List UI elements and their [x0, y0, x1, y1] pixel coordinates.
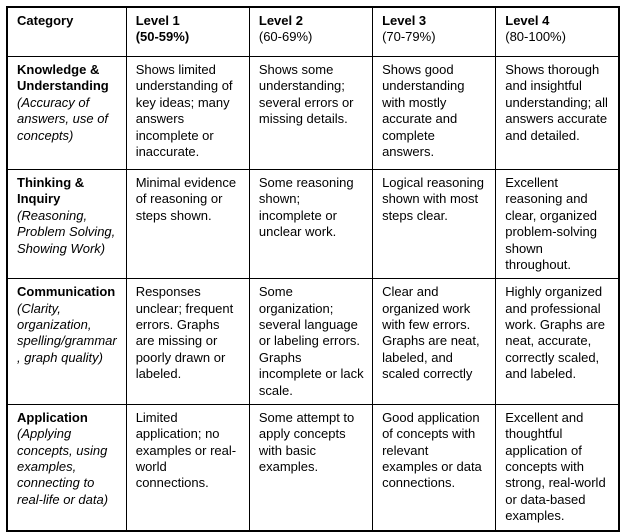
category-subtitle: (Accuracy of answers, use of concepts): [17, 94, 109, 143]
cell-communication-level-2: Some organization; several language or labeling errors. Graphs incomplete or lack scale.: [249, 279, 372, 405]
header-level-1-cell: [126, 7, 249, 57]
cell-knowledge-level-4: Shows thorough and insightful understanding; all answers accurate and detailed.: [496, 57, 619, 170]
cell-knowledge-level-2: Shows some understanding; several errors or missing details.: [249, 57, 372, 170]
cell-thinking-level-4: Excellent reasoning and clear, organized problem-solving shown throughout.: [496, 170, 619, 279]
category-subtitle: (Reasoning, Problem Solving, Showing Work): [17, 207, 116, 256]
category-cell-application: [7, 404, 126, 530]
category-subtitle: (Applying concepts, using examples, connecting to real-life or data): [17, 426, 109, 507]
level-2-label: Level 2: [258, 13, 303, 28]
grading-rubric-table: [6, 6, 620, 532]
level-1-label: Level 1: [135, 13, 180, 28]
category-subtitle: (Clarity, organization, spelling/grammar, graph quality): [17, 300, 117, 365]
cell-application-level-4: Excellent and thoughtful application of concepts with strong, real-world or data-based examples.: [496, 404, 619, 530]
header-level-4-cell: [496, 7, 619, 57]
table-row-application: [7, 404, 619, 530]
level-1-range: (50-59%): [135, 29, 190, 45]
level-3-range: (70-79%): [382, 29, 436, 45]
category-cell-thinking: [7, 170, 126, 279]
level-4-label: Level 4: [505, 13, 550, 28]
cell-knowledge-level-1: Shows limited understanding of key ideas; many answers incomplete or inaccurate.: [126, 57, 249, 170]
table-row-communication: [7, 279, 619, 405]
cell-knowledge-level-3: Shows good understanding with mostly accurate and complete answers.: [373, 57, 496, 170]
cell-communication-level-3: Clear and organized work with few errors. Graphs are neat, labeled, and scaled correctly: [373, 279, 496, 405]
header-level-3-cell: [373, 7, 496, 57]
table-row-thinking: [7, 170, 619, 279]
category-title: Application: [17, 409, 88, 425]
cell-application-level-1: Limited application; no examples or real-world connections.: [126, 404, 249, 530]
cell-thinking-level-2: Some reasoning shown; incomplete or unclear work.: [249, 170, 372, 279]
header-category-cell: [7, 7, 126, 57]
cell-communication-level-4: Highly organized and professional work. Graphs are neat, accurate, correctly scaled, and labeled.: [496, 279, 619, 405]
category-header-label: Category: [17, 13, 74, 28]
rubric-header-row: [7, 7, 619, 57]
header-level-2-cell: [249, 7, 372, 57]
cell-application-level-2: Some attempt to apply concepts with basic examples.: [249, 404, 372, 530]
cell-thinking-level-3: Logical reasoning shown with most steps clear.: [373, 170, 496, 279]
table-row-knowledge: [7, 57, 619, 170]
level-2-range: (60-69%): [258, 29, 313, 45]
category-title: Knowledge & Understanding: [17, 62, 109, 94]
cell-application-level-3: Good application of concepts with relevant examples or data connections.: [373, 404, 496, 530]
category-cell-communication: [7, 279, 126, 405]
category-cell-knowledge: [7, 57, 126, 170]
cell-communication-level-1: Responses unclear; frequent errors. Graphs are missing or poorly drawn or labeled.: [126, 279, 249, 405]
level-4-range: (80-100%): [505, 29, 566, 45]
category-title: Thinking & Inquiry: [17, 175, 85, 207]
level-3-label: Level 3: [382, 13, 427, 28]
cell-thinking-level-1: Minimal evidence of reasoning or steps shown.: [126, 170, 249, 279]
category-title: Communication: [17, 284, 116, 300]
